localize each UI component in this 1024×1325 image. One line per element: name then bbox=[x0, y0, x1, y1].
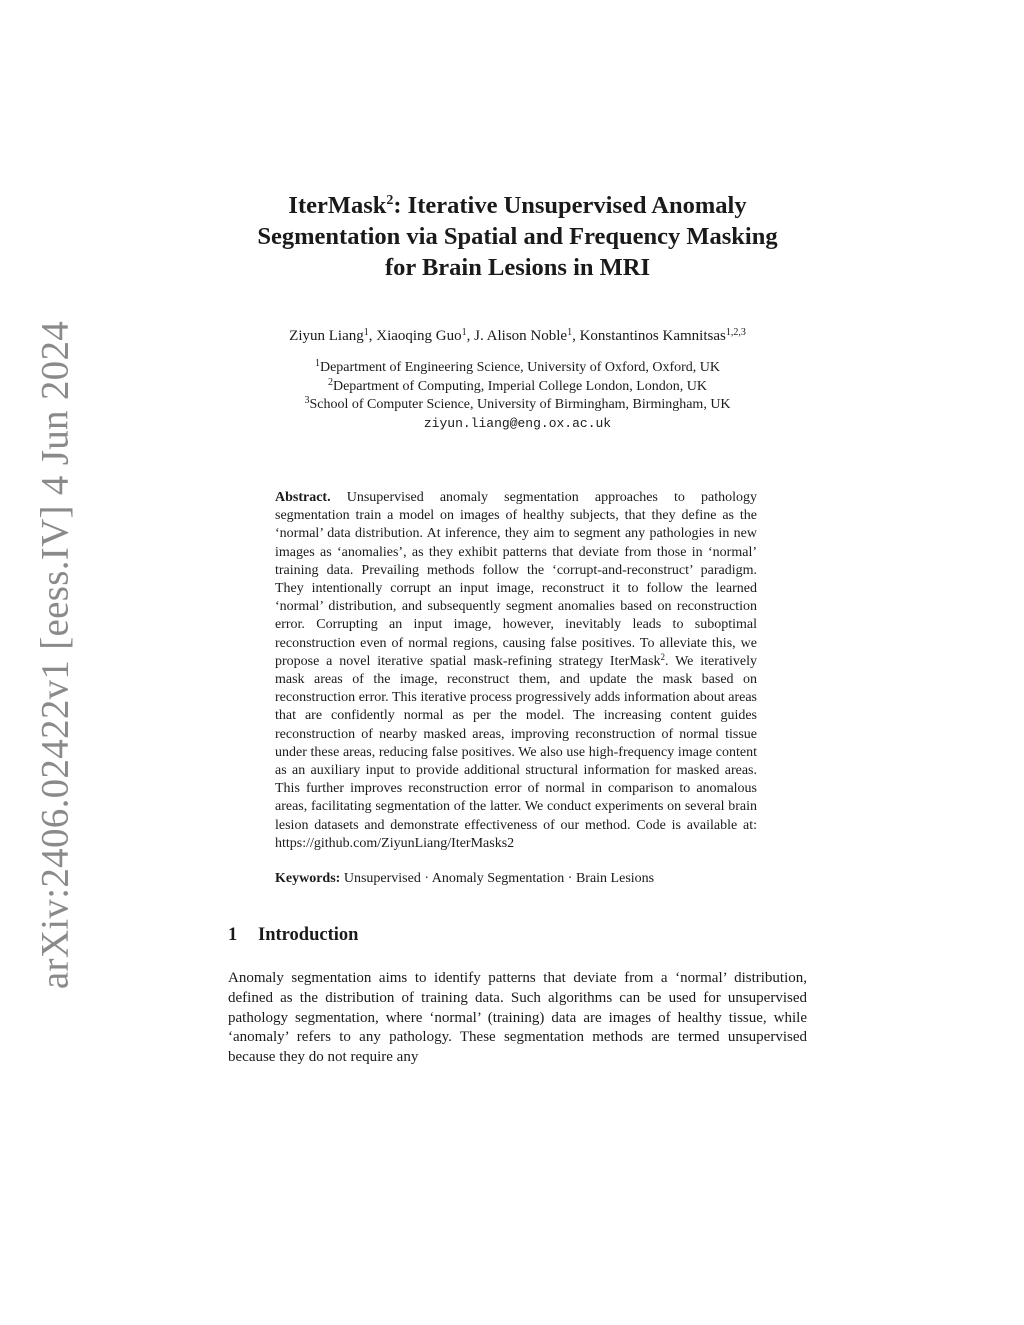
title-line-2: Segmentation via Spatial and Frequency Masking bbox=[257, 223, 778, 250]
title-line-3: for Brain Lesions in MRI bbox=[385, 254, 650, 281]
abstract: Abstract. Unsupervised anomaly segmentation approaches to pathology segmentation train a model on images of healthy subjects, that they define as the ‘normal’ data distribution. At inference, they aim to segment any pathologies in new images as ‘anomalies’, as they exhibit patterns that deviate from those in ‘normal’ training data. Prevailing methods follow the ‘corrupt-and-reconstruct’ paradigm. They intentionally corrupt an input image, reconstruct it to follow the learned ‘normal’ distribution, and subsequently segment anomalies based on reconstruction error. Corrupting an input image, however, inevitably leads to suboptimal reconstruction even of normal regions, causing false positives. To alleviate this, we propose a novel iterative spatial mask-refining strategy IterMask$^2$. We iteratively mask areas of the image, reconstruct them, and update the mask based on reconstruction error. This iterative process progressively adds information about areas that are confidently normal as per the model. The increasing content guides reconstruction of nearby masked areas, improving reconstruction of normal tissue under these areas, reducing false positives. We also use high-frequency image content as an auxiliary input to provide additional structural information for masked areas. This further improves reconstruction error of normal in comparison to anomalous areas, facilitating segmentation of the latter. We conduct experiments on several brain lesion datasets and demonstrate effectiveness of our method. Code is available at: https://github.com/ZiyunLiang/IterMasks2 bbox=[275, 490, 757, 851]
author: Konstantinos Kamnitsas$^{1,2,3}$ bbox=[579, 327, 746, 344]
section-title: Introduction bbox=[258, 925, 359, 946]
paper-page bbox=[228, 190, 807, 1068]
affiliation: $^2$Department of Computing, Imperial College London, London, UK bbox=[327, 376, 708, 394]
paper-title bbox=[228, 190, 807, 283]
author: Ziyun Liang$^1$, bbox=[289, 327, 377, 344]
abstract-text: Unsupervised anomaly segmentation approaches to pathology segmentation train a model on images of healthy subjects, that they define as the ‘normal’ data distribution. At inference, they aim to segment any pathologies in new images as ‘anomalies’, as they exhibit patterns that deviate from those in ‘normal’ training data. Prevailing methods follow the ‘corrupt-and-reconstruct’ paradigm. They intentionally corrupt an input image, reconstruct it to follow the learned ‘normal’ distribution, and subsequently segment anomalies based on reconstruction error. Corrupting an input image, however, inevitably leads to suboptimal reconstruction even of normal regions, causing false positives. To alleviate this, we propose a novel iterative spatial mask-refining strategy IterMask bbox=[275, 490, 757, 669]
abstract-text-continued: . We iteratively mask areas of the image, reconstruct them, and update the mask based on reconstruction error. This iterative process progressively adds information about areas that are confidently normal as per the model. The increasing content guides reconstruction of nearby masked areas, improving reconstruction of normal tissue under these areas, reducing false positives. We also use high-frequency image content as an auxiliary input to provide additional structural information for masked areas. This further improves reconstruction error of normal in comparison to anomalous areas, facilitating segmentation of the latter. We conduct experiments on several brain lesion datasets and demonstrate effectiveness of our method. Code is available at: https://github.com/ZiyunLiang/IterMasks2 bbox=[275, 653, 757, 851]
title-line-1: IterMask$^2$: Iterative Unsupervised Anomaly bbox=[288, 192, 747, 219]
abstract-label: Abstract. bbox=[275, 490, 331, 505]
affiliation: $^3$School of Computer Science, University of Birmingham, Birmingham, UK bbox=[304, 395, 731, 412]
contact-email[interactable]: ziyun.liang@eng.ox.ac.uk bbox=[423, 415, 612, 431]
affiliations bbox=[228, 359, 807, 433]
affiliation: $^1$Department of Engineering Science, University of Oxford, Oxford, UK bbox=[314, 358, 721, 375]
section-number: 1 bbox=[228, 925, 238, 946]
author: J. Alison Noble$^1$, bbox=[474, 327, 580, 344]
author: Xiaoqing Guo$^1$, bbox=[376, 327, 475, 344]
section-heading bbox=[228, 924, 807, 946]
keywords-text: Unsupervised · Anomaly Segmentation · Brain Lesions bbox=[340, 871, 655, 887]
intro-paragraph: Anomaly segmentation aims to identify patterns that deviate from a ‘normal’ distribution, defined as the distribution of training data. Such algorithms can be used for unsupervised pathology segmentation, where ‘normal’ (training) data are images of healthy tissue, while ‘anomaly’ refers to any pathology. These segmentation methods are termed unsupervised because they do not require any bbox=[228, 970, 807, 1066]
keywords bbox=[275, 870, 757, 888]
keywords-label: Keywords: bbox=[275, 871, 341, 887]
author-list bbox=[228, 326, 807, 346]
arxiv-identifier-stamp: arXiv:2406.02422v1 [eess.IV] 4 Jun 2024 bbox=[33, 320, 77, 990]
